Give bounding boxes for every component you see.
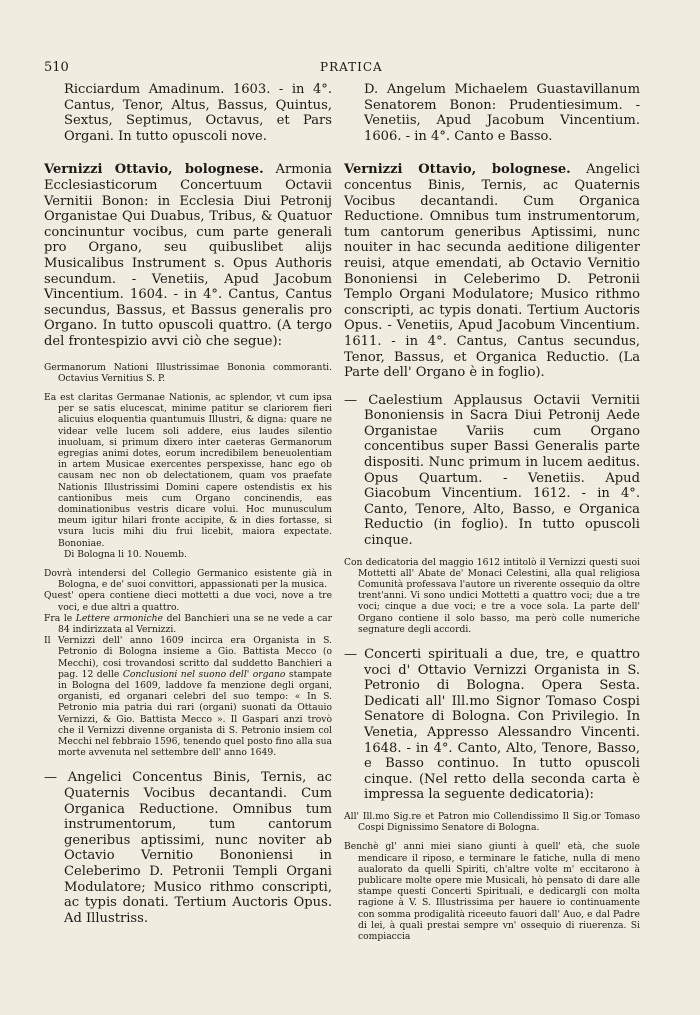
note-title: Lettere armoniche <box>75 612 163 624</box>
note-text: stampate in Bologna del 1609, laddove fa menzione degli organi, organisti, ed organari celebri del suo tempo: « In S. Petronio mia patria dui rari (organi) suonati da Ottauio Vernizzi, & Gio. Battista Mecco ». Il Gaspari anzi trovò che il Vernizzi divenne organista di S. Petronio insiem col Mecchi nel febbraio 1596, tenendo quel posto fino alla sua morte avvenuta nel settembre dell' anno 1649. <box>58 668 332 759</box>
catalog-entry: — Angelici Concentus Binis, Ternis, ac Quaternis Vocibus decantandi. Cum Organica Reductione. Omnibus tum instrumentorum, tum cantorum generibus aptissimi, nunc noviter ab Octavio Vernitio Bononiensi in Celeberimo D. Petronii Templi Organi Modulatore; Musico rithmo conscripti, ac typis donati. Tertium Auctoris Opus. Ad Illustriss. <box>44 770 332 926</box>
dedication-date: Di Bologna li 10. Nouemb. <box>64 548 187 560</box>
catalog-entry: — Caelestium Applausus Octavii Vernitii Bononiensis in Sacra Diui Petronij Aede Organistae Variis cum Organo concentibus super Bassi Generalis parte dispositi. Nunc primum in lucem aeditus. Opus Quartum. - Venetiis. Apud Giacobum Vincentium. 1612. - in 4°. Canto, Tenore, Alto, Basso, e Organica Reductio (in foglio). In tutto opuscoli cinque. <box>344 392 640 549</box>
right-column <box>344 82 640 942</box>
dedication-address: Germanorum Nationi Illustrissimae Bononia commoranti. Octavius Vernitius S. P. <box>44 361 332 384</box>
entry-continuation: D. Angelum Michaelem Guastavillanum Senatorem Bonon: Prudentiesimum. - Venetiis, Apud Jacobum Vincentium. 1606. - in 4°. Canto e Basso. <box>364 82 640 144</box>
entry-heading: Vernizzi Ottavio, bolognese. <box>344 162 571 178</box>
left-column <box>44 82 332 926</box>
note-text: Il Vernizzi dell' anno 1609 incirca era Organista in S. Petronio di Bologna insieme a Gio. Battista Mecco (o Mecchi), cosi trovandosi scritto dal suddetto Banchieri a pag. 12 delle <box>44 635 332 680</box>
page-number: 510 <box>44 60 69 75</box>
catalog-entry <box>344 162 640 380</box>
note-text: del Banchieri una se ne vede a car 84 indirizzata al Vernizzi. <box>58 612 332 635</box>
note: Dovrà intendersi del Collegio Germanico esistente già in Bologna, e de' suoi convittori, appassionati per la musica. <box>44 567 332 591</box>
note: Quest' opera contiene dieci mottetti a due voci, nove a tre voci, e due altri a quattro. <box>44 590 332 613</box>
note-text: Fra le <box>44 612 76 624</box>
catalog-entry <box>44 162 332 349</box>
note-title: Conclusioni nel suono dell' organo <box>122 668 286 680</box>
dedication-address: All' Ill.mo Sig.re et Patron mio Collendissimo Il Sig.or Tomaso Cospi Dignissimo Senatore di Bologna. <box>344 810 640 834</box>
entry-continuation: Ricciardum Amadinum. 1603. - in 4°. Cantus, Tenor, Altus, Bassus, Quintus, Sextus, Septimus, Octavus, et Pars Organi. In tutto opuscoli nove. <box>64 82 332 144</box>
note <box>44 635 332 758</box>
dedication-text: Ea est claritas Germanae Nationis, ac splendor, vt cum ipsa per se satis elucescat, minime patitur se clariorem fieri alicuius eloquentia quantumuis Illustri, & digna: quare ne videar velle lucem soli addere, eius laudes silentio inuoluam, si primum dixero inter caeteras Germanorum egregias animi dotes, eorum incredibilem beneuolentiam in artem Musicae exercentes perspexisse, hanc ego ob causam nec non ob delectationem, quam vos praefate Nationis Illustrissimi Domini capere ostendistis ex his cantionibus meis cum Organo concinendis, eas dominationibus vestris dicare volui. Hoc munusculum meum igitur hilari fronte accipite, & in dies fortasse, si vsura lucis mihi diu frui licebit, maiora expectate. Bononiae. <box>44 391 332 549</box>
entry-text: Angelici concentus Binis, Ternis, ac Quaternis Vocibus decantandi. Cum Organica Reductione. Omnibus tum instrumentorum, tum cantorum generibus Aptissimi, nunc nouiter in hac secunda aeditione diligenter reuisi, atque emendati, ab Octavio Vernitio Bononiensi in Celeberimo D. Petronii Templo Organi Modulatore; Musico rithmo conscripti, ac typis donati. Tertium Auctoris Opus. - Venetiis, Apud Jacobum Vincentium. 1611. - in 4°. Cantus, Cantus secundus, Tenor, Bassus, et Organica Reductio. (La Parte dell' Organo è in foglio). <box>344 162 640 381</box>
page-header <box>44 60 644 78</box>
catalog-entry: — Concerti spirituali a due, tre, e quattro voci d' Ottavio Vernizzi Organista in S. Petronio di Bologna. Opera Sesta. Dedicati all' Ill.mo Signor Tomaso Cospi Senatore di Bologna. Con Privilegio. In Venetia, Appresso Alessandro Vincenti. 1648. - in 4°. Canto, Alto, Tenore, Basso, e Basso continuo. In tutto opuscoli cinque. (Nel retto della seconda carta è impressa la seguente dedicatoria): <box>344 647 640 803</box>
entry-heading: Vernizzi Ottavio, bolognese. <box>44 162 264 178</box>
note <box>44 613 332 635</box>
note: Con dedicatoria del maggio 1612 intitolò il Vernizzi questi suoi Mottetti all' Abate de' Monaci Celestini, alla qual religiosa Comunità professava l'autore un riverente ossequio da oltre trent'anni. Vi sono undici Mottetti a quattro voci; due a tre voci; cinque a due voci; e tre a voce sola. La parte dell' Organo contiene il solo basso, ma però colle numeriche segnature degli accordi. <box>344 556 640 635</box>
running-title: PRATICA <box>320 60 383 74</box>
dedication-text: Benchè gl' anni miei siano giunti à quell' età, che suole mendicare il riposo, e terminare le fatiche, nulla di meno aualorato da quelli Spiriti, ch'altre volte m' eccitarono à publicare molte opere mie Musicali, hò pensato di dare alle stampe questi Concerti Spirituali, e dedicargli con molta ragione à V. S. Illustrissima per hauere io continuamente con somma prodigalità riceeuto fauori dall' Auo, e dal Padre di lei, à quali prestai sempre vn' ossequio di riuerenza. Si compiaccia <box>344 841 640 943</box>
entry-text: Armonia Ecclesiasticorum Concertuum Octavii Vernitii Bonon: in Ecclesia Diui Petronij Organistae Qui Duabus, Tribus, & Quatuor concinuntur vocibus, cum parte generali pro Organo, seu quibuslibet alijs Musicalibus Instrument s. Opus Authoris secundum. - Venetiis, Apud Jacobum Vincentium. 1604. - in 4°. Cantus, Cantus secundus, Bassus, et Bassus generalis pro Organo. In tutto opuscoli quattro. (A tergo del frontespizio avvi ciò che segue): <box>44 162 332 349</box>
